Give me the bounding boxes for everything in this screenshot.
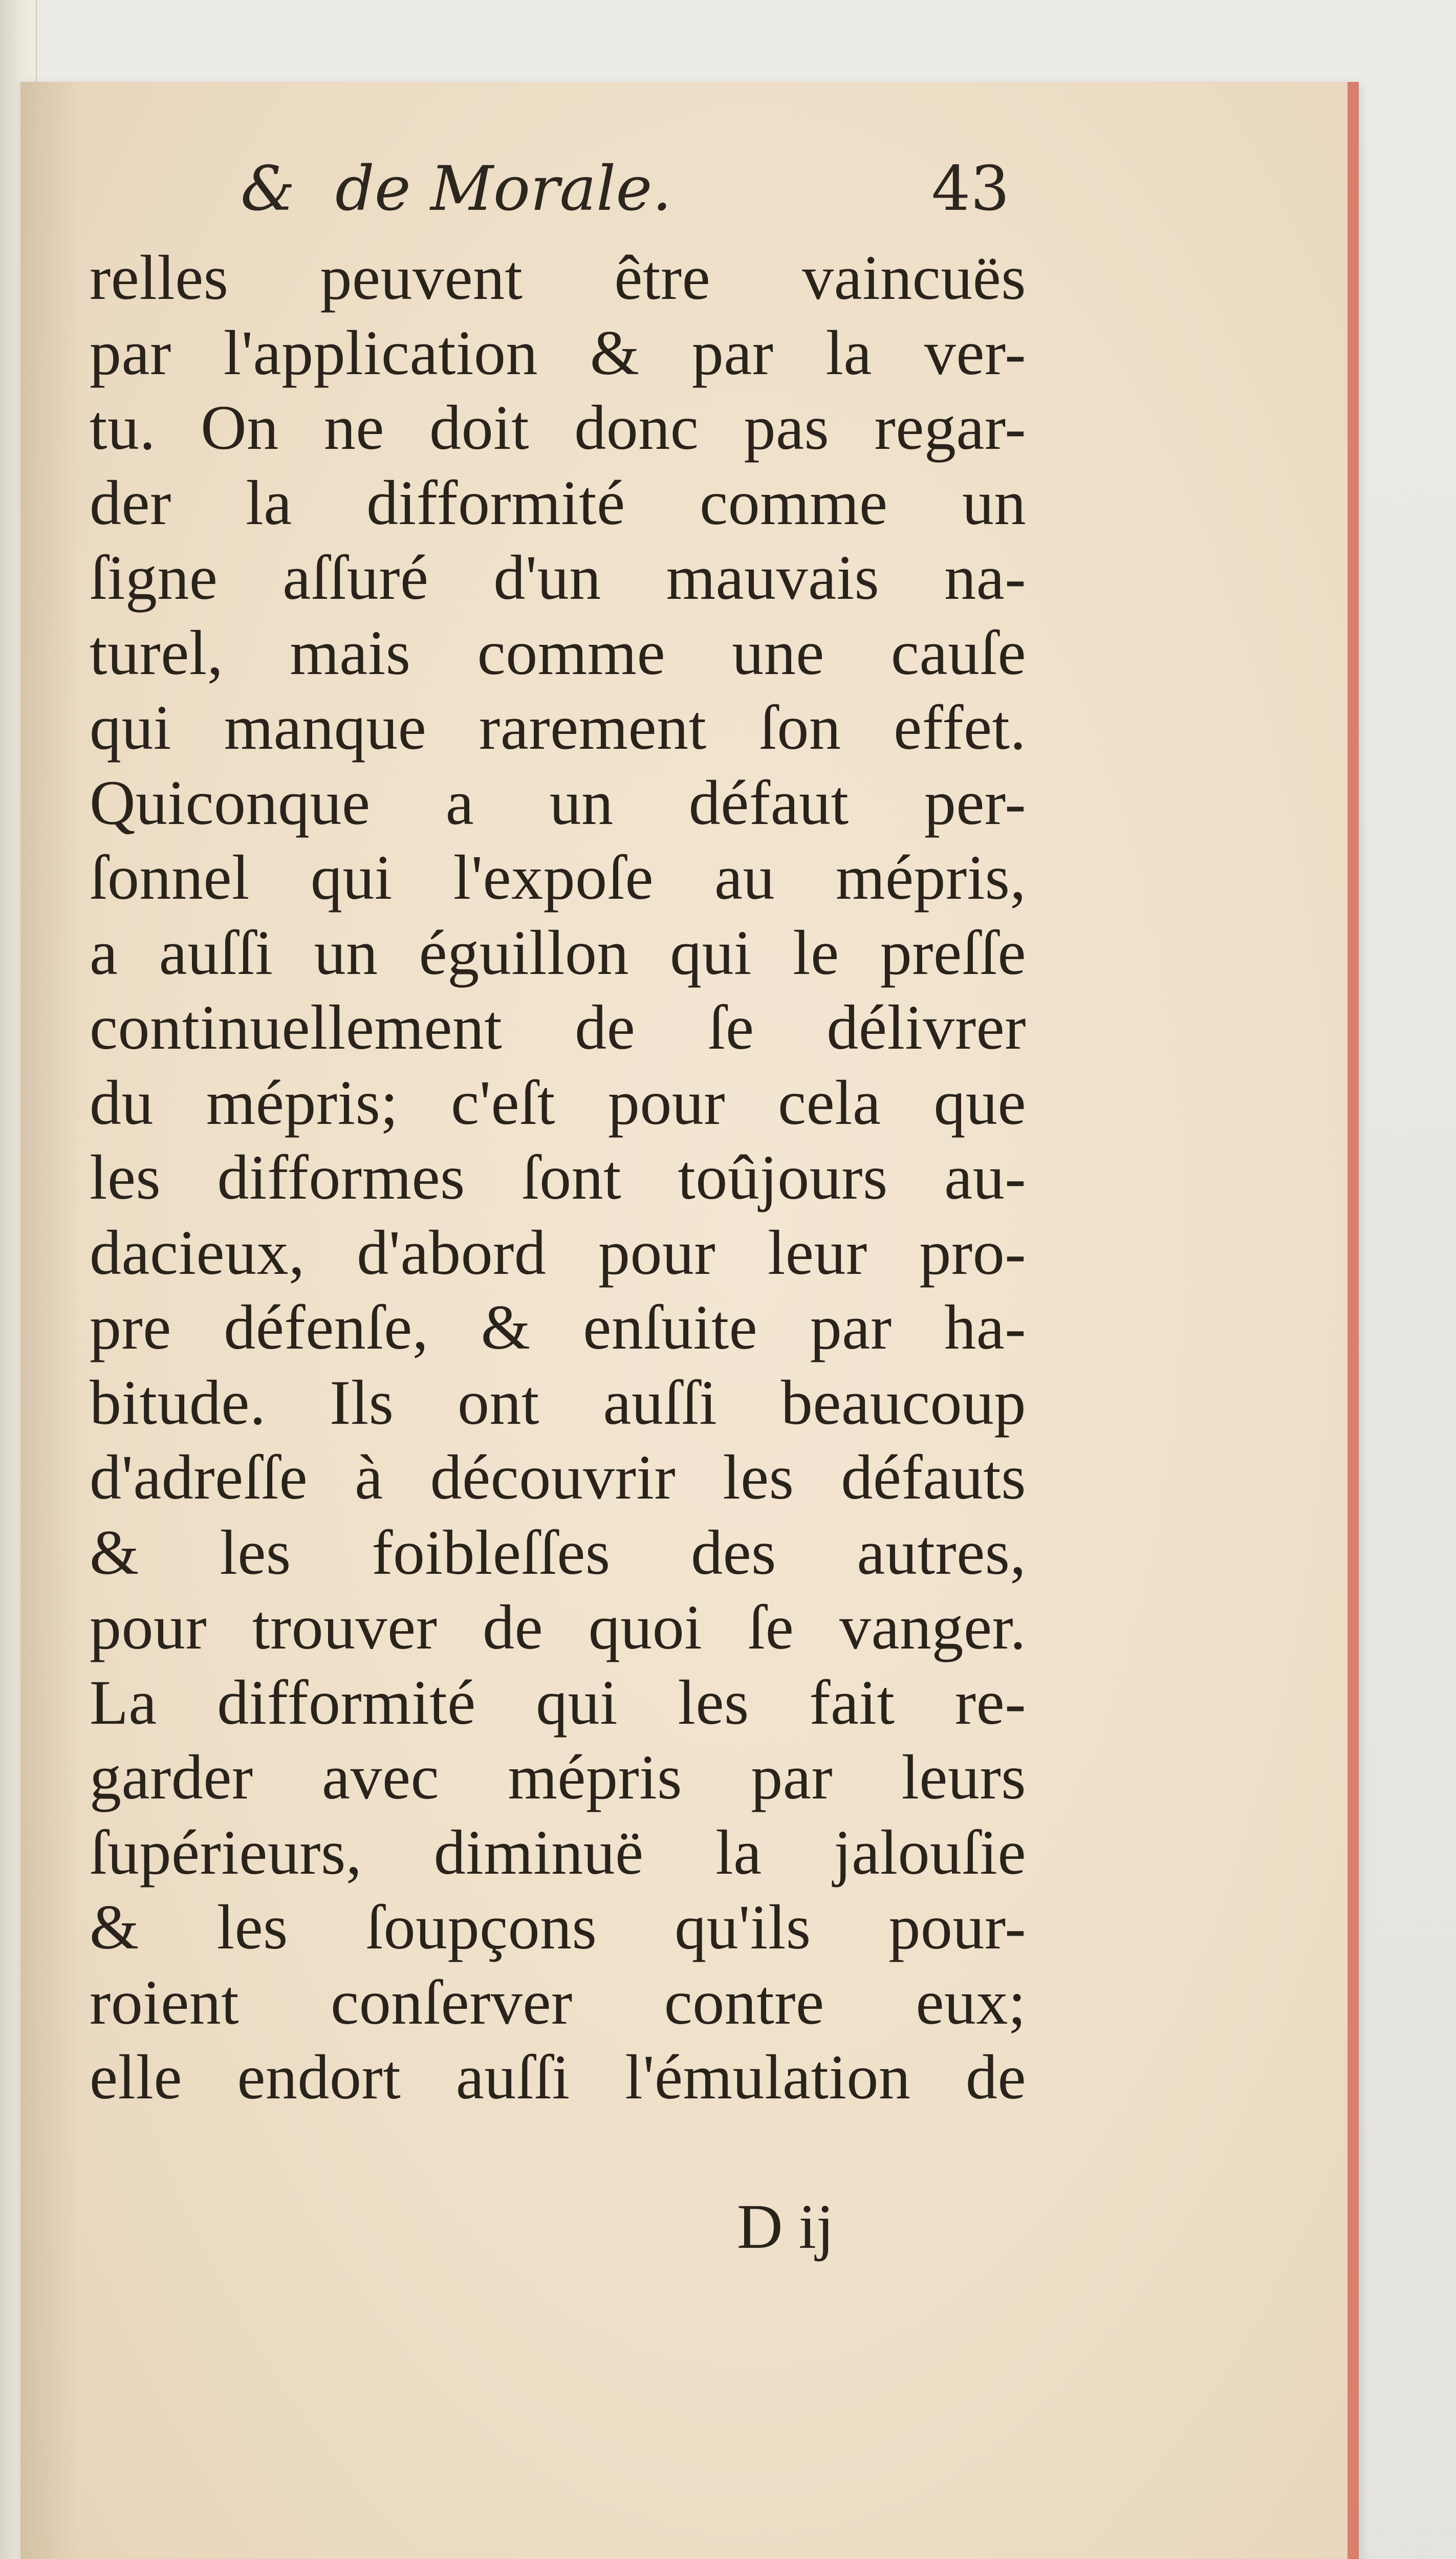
text-line: qui manque rarement ſon effet.: [90, 692, 1026, 763]
text-line: pour trouver de quoi ſe vanger.: [90, 1592, 1026, 1662]
text-line: continuellement de ſe délivrer: [90, 992, 1026, 1062]
text-line: tu. On ne doit donc pas regar-: [90, 393, 1026, 463]
body-text: [90, 241, 1026, 2115]
text-line: dacieux, d'abord pour leur pro-: [90, 1217, 1026, 1288]
text-line: turel, mais comme une cauſe: [90, 617, 1026, 688]
text-line: der la difformité comme un: [90, 467, 1026, 538]
text-line: garder avec mépris par leurs: [90, 1742, 1026, 1812]
running-head-ornament: &: [241, 154, 295, 225]
page-gutter-shadow: [20, 82, 82, 2559]
text-line: ſigne aſſuré d'un mauvais na-: [90, 543, 1026, 613]
text-line: ſupérieurs, diminuë la jalouſie: [90, 1817, 1026, 1888]
running-head-title: de Morale.: [335, 154, 672, 225]
text-line: roient conſerver contre eux;: [90, 1967, 1026, 2037]
text-line: Quiconque a un défaut per-: [90, 767, 1026, 838]
text-line: a auſſi un éguillon qui le preſſe: [90, 917, 1026, 988]
text-line: du mépris; c'eſt pour cela que: [90, 1067, 1026, 1138]
text-line: d'adreſſe à découvrir les défauts: [90, 1442, 1026, 1512]
text-line: les difformes ſont toûjours au-: [90, 1142, 1026, 1212]
text-line: & les foibleſſes des autres,: [90, 1517, 1026, 1588]
signature-mark: D ij: [737, 2192, 834, 2262]
text-line: elle endort auſſi l'émulation de: [90, 2042, 1026, 2112]
page-number: 43: [931, 154, 1010, 225]
text-line: relles peuvent être vaincuës: [90, 243, 1026, 313]
text-line: par l'application & par la ver-: [90, 317, 1026, 388]
text-line: & les ſoupçons qu'ils pour-: [90, 1892, 1026, 1962]
text-line: ſonnel qui l'expoſe au mépris,: [90, 842, 1026, 913]
text-line: pre défenſe, & enſuite par ha-: [90, 1292, 1026, 1362]
text-line: bitude. Ils ont auſſi beaucoup: [90, 1367, 1026, 1438]
text-line: La difformité qui les fait re-: [90, 1667, 1026, 1738]
